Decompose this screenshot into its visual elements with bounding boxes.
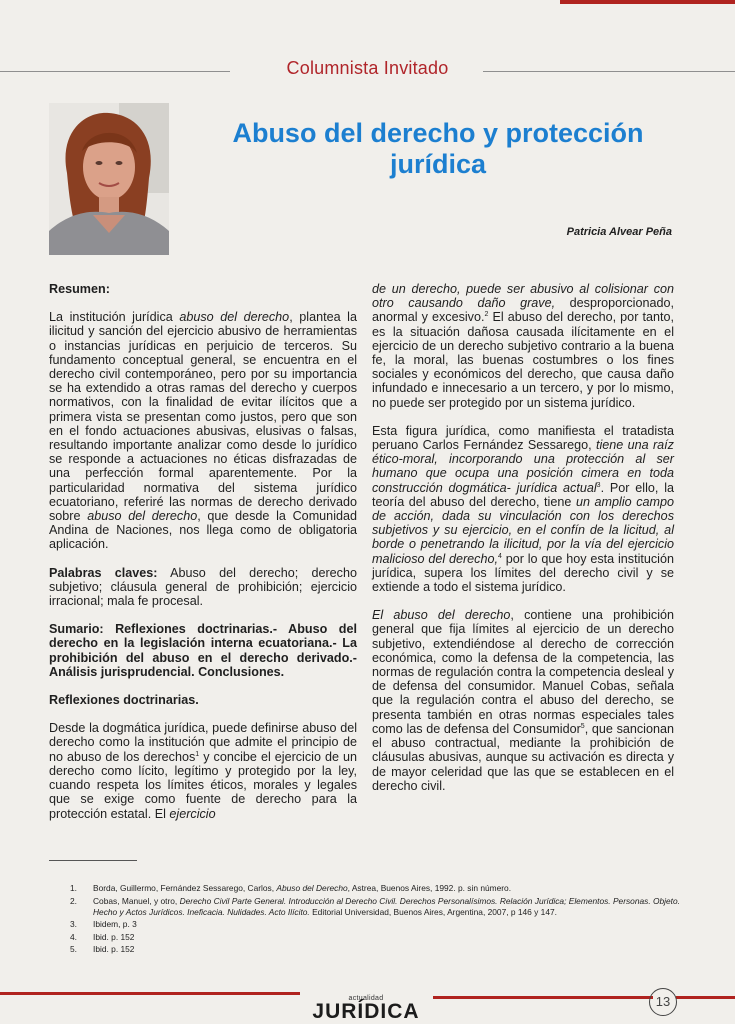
logo-main-text: JURÍDICA	[312, 1000, 420, 1023]
left-column	[49, 282, 357, 835]
resumen-paragraph: La institución jurídica abuso del derecho, plantea la ilicitud y sanción del ejercicio abusivo de herramientas o instancias jurídicas en perjuicio de terceros. Su fundamento conceptual general, se encuentra en el derecho civil contemporáneo, pero por su importancia se ha extendido a otras ramas del derecho y cuerpos normativos, con la finalidad de evitar ilícitos que a primera vista se presentan como justos, pero que son en el fondo actuaciones abusivas, elusivas o falsas, resultando importante analizar como desde lo jurídico se responde a actuaciones no éticas disfrazadas de una perfección formal aparentemente. Por la particularidad normativa del sistema jurídico ecuatoriano, referiré las normas de derecho derivado sobre abuso del derecho, que desde la Comunidad Andina de Naciones, nos llega como de obligatoria aplicación.	[49, 310, 357, 552]
article-title: Abuso del derecho y protección jurídica	[232, 118, 644, 179]
logo-small-text: actualidad	[348, 995, 384, 1002]
footer-rule-right	[433, 996, 653, 999]
footnote-rule	[49, 860, 137, 861]
footer-rule-left	[0, 992, 300, 995]
author-name: Patricia Alvear Peña	[566, 226, 672, 238]
author-photo	[49, 103, 169, 255]
right-paragraph-1: de un derecho, puede ser abusivo al colisionar con otro causando daño grave, desproporcionado, anormal y excesivo.$^2$ El abuso del derecho, por tanto, es la situación dañosa causada ilícitamente en el ejercicio de un derecho subjetivo contrario a la buena fe, la moral, las buenas costumbres o los fines sociales y económicos del derecho, que causa daño infundado e innecesario a un tercero, y por lo mismo, no puede ser protegido por un sistema jurídico.	[372, 282, 674, 410]
footnote-item: 2. Cobas, Manuel, y otro, Derecho Civil Parte General. Introducción al Derecho Civil. Derechos Personalísimos. Relación Jurídica; Elementos. Personas. Objeto. Hecho y Actos Jurídicos. Ineficacia. Nulidades. Acto Ilícito. Editorial Universidad, Buenos Aires, Argentina, 2007, p 146 y 147.	[70, 895, 680, 917]
summary-paragraph: Sumario: Reflexiones doctrinarias.- Abuso del derecho en la legislación interna ecuatoriana.- La prohibición del abuso en el derecho derivado.- Análisis jurisprudencial. Conclusiones.	[49, 622, 357, 679]
right-paragraph-2: Esta figura jurídica, como manifiesta el tratadista peruano Carlos Fernández Sessarego, tiene una raíz ético-moral, incorporando una protección al ser humano que ocupa una posición cimera en toda construcción dogmática- jurídica actual$^3$. Por ello, la teoría del abuso del derecho, tiene un amplio campo de acción, dada su vinculación con los derechos subjetivos y su ejercicio, en el confín de la licitud, al borde o penetrando la ilicitud, por la vía del ejercicio malicioso del derecho,$^4$ por lo que hoy esta institución jurídica, supera los límites del derecho civil y se extiende a todo el sistema jurídico.	[372, 423, 675, 595]
footnote-item: 4. Ibid. p. 152	[70, 931, 135, 942]
reflexiones-heading: Reflexiones doctrinarias.	[49, 693, 199, 708]
footnote-ref-5: 5	[580, 722, 585, 730]
page-number: 13	[649, 988, 677, 1016]
footnotes-list	[70, 883, 680, 957]
footnote-item: 1. Borda, Guillermo, Fernández Sessarego, Carlos, Abuso del Derecho, Astrea, Buenos Aires, 1992. p. sin número.	[70, 883, 512, 893]
section-label: Columnista Invitado	[286, 58, 449, 78]
top-accent-bar	[560, 0, 735, 4]
right-paragraph-3: El abuso del derecho, contiene una prohibición general que fija límites al ejercicio de un derecho subjetivo, extendiéndose al derecho de corrección económica, como la defensa de la competencia, las normas de regulación contra la competencia desleal y de defensa del consumidor. Manuel Cobas, señala que la regulación contra el abuso del derecho, se presenta también en otras normas especiales tales como las de defensa del Consumidor$^5$, que sancionan el abuso contractual, mediante la prohibición de cláusulas abusivas, aunque su activación es directa y de mayor celeridad que las que se establecen en el derecho civil.	[372, 608, 675, 793]
footer-rule-far-right	[676, 996, 735, 999]
reflexiones-paragraph: Desde la dogmática jurídica, puede definirse abuso del derecho como la institución que admite el principio de no abuso de los derechos$^1$ y concibe el ejercicio de un derecho como lícito, legítimo y protegido por la ley, cuando respeta los límites éticos, morales y legales que se exige como fuente de derecho para la protección estatal. El ejercicio	[49, 721, 357, 821]
magazine-logo	[312, 995, 420, 1022]
footnote-item: 3. Ibidem, p. 3	[70, 919, 137, 930]
footnote-ref-2: 2	[484, 311, 489, 319]
footnote-item: 5. Ibid. p. 152	[70, 944, 135, 955]
keywords-paragraph: Palabras claves: Abuso del derecho; derecho subjetivo; cláusula general de prohibición; ejercicio irracional; mala fe procesal.	[49, 565, 357, 609]
footnote-ref-4: 4	[497, 552, 502, 560]
footnote-ref-3: 3	[596, 481, 601, 489]
right-column	[372, 282, 674, 807]
resumen-heading: Resumen:	[49, 282, 110, 296]
footnote-ref-1: 1	[195, 750, 200, 758]
